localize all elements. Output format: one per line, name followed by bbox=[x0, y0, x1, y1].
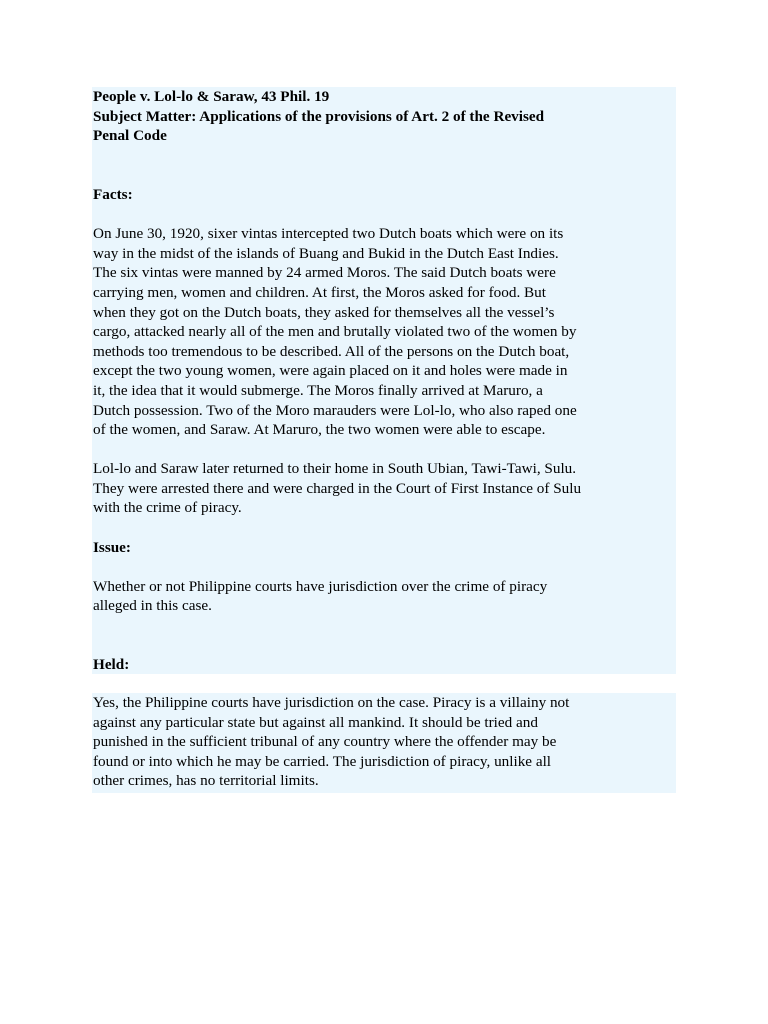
case-title: People v. Lol-lo & Saraw, 43 Phil. 19 bbox=[93, 88, 330, 105]
facts-paragraph-2 bbox=[93, 459, 676, 518]
facts-paragraph-2-line: Lol-lo and Saraw later returned to their home in South Ubian, Tawi-Tawi, Sulu. bbox=[93, 460, 577, 478]
subject-matter-line-2: Penal Code bbox=[93, 127, 167, 145]
held-paragraph bbox=[93, 693, 676, 791]
issue-heading: Issue: bbox=[93, 538, 131, 556]
held-paragraph-line: against any particular state but against all mankind. It should be tried and bbox=[93, 713, 538, 731]
facts-paragraph-1-line: way in the midst of the islands of Buang and Bukid in the Dutch East Indies. bbox=[93, 244, 559, 262]
held-paragraph-line: other crimes, has no territorial limits. bbox=[93, 772, 319, 790]
facts-paragraph-1-line: of the women, and Saraw. At Maruro, the two women were able to escape. bbox=[93, 421, 546, 439]
spacer bbox=[93, 557, 676, 577]
spacer bbox=[93, 518, 676, 538]
facts-paragraph-2-line: They were arrested there and were charged in the Court of First Instance of Sulu bbox=[93, 479, 582, 497]
spacer bbox=[93, 440, 676, 460]
facts-paragraph-1-line: except the two young women, were again placed on it and holes were made in bbox=[93, 362, 568, 380]
spacer bbox=[93, 205, 676, 225]
facts-paragraph-1-line: carrying men, women and children. At first, the Moros asked for food. But bbox=[93, 283, 546, 301]
document-highlight-block-held bbox=[92, 693, 676, 793]
facts-paragraph-1-line: The six vintas were manned by 24 armed Moros. The said Dutch boats were bbox=[93, 264, 556, 282]
facts-paragraph-1-line: On June 30, 1920, sixer vintas intercepted two Dutch boats which were on its bbox=[93, 225, 564, 243]
spacer bbox=[93, 146, 676, 185]
document-highlight-block-main bbox=[92, 87, 676, 674]
issue-paragraph-line: alleged in this case. bbox=[93, 597, 212, 615]
facts-paragraph-1-line: methods too tremendous to be described. All of the persons on the Dutch boat, bbox=[93, 342, 570, 360]
spacer bbox=[93, 616, 676, 655]
held-paragraph-line: punished in the sufficient tribunal of any country where the offender may be bbox=[93, 733, 557, 751]
facts-heading: Facts: bbox=[93, 185, 133, 203]
held-heading: Held: bbox=[93, 656, 130, 674]
facts-paragraph-1 bbox=[93, 224, 676, 440]
facts-paragraph-1-line: cargo, attacked nearly all of the men and brutally violated two of the women by bbox=[93, 323, 577, 341]
issue-paragraph bbox=[93, 577, 676, 616]
held-paragraph-line: Yes, the Philippine courts have jurisdiction on the case. Piracy is a villainy not bbox=[93, 694, 570, 711]
facts-paragraph-2-line: with the crime of piracy. bbox=[93, 499, 242, 517]
held-paragraph-line: found or into which he may be carried. The jurisdiction of piracy, unlike all bbox=[93, 752, 552, 770]
facts-paragraph-1-line: Dutch possession. Two of the Moro marauders were Lol-lo, who also raped one bbox=[93, 401, 577, 419]
facts-paragraph-1-line: it, the idea that it would submerge. The Moros finally arrived at Maruro, a bbox=[93, 381, 543, 399]
issue-paragraph-line: Whether or not Philippine courts have jurisdiction over the crime of piracy bbox=[93, 577, 548, 595]
subject-matter-line-1: Subject Matter: Applications of the provisions of Art. 2 of the Revised bbox=[93, 107, 545, 125]
facts-paragraph-1-line: when they got on the Dutch boats, they asked for themselves all the vessel’s bbox=[93, 303, 555, 321]
